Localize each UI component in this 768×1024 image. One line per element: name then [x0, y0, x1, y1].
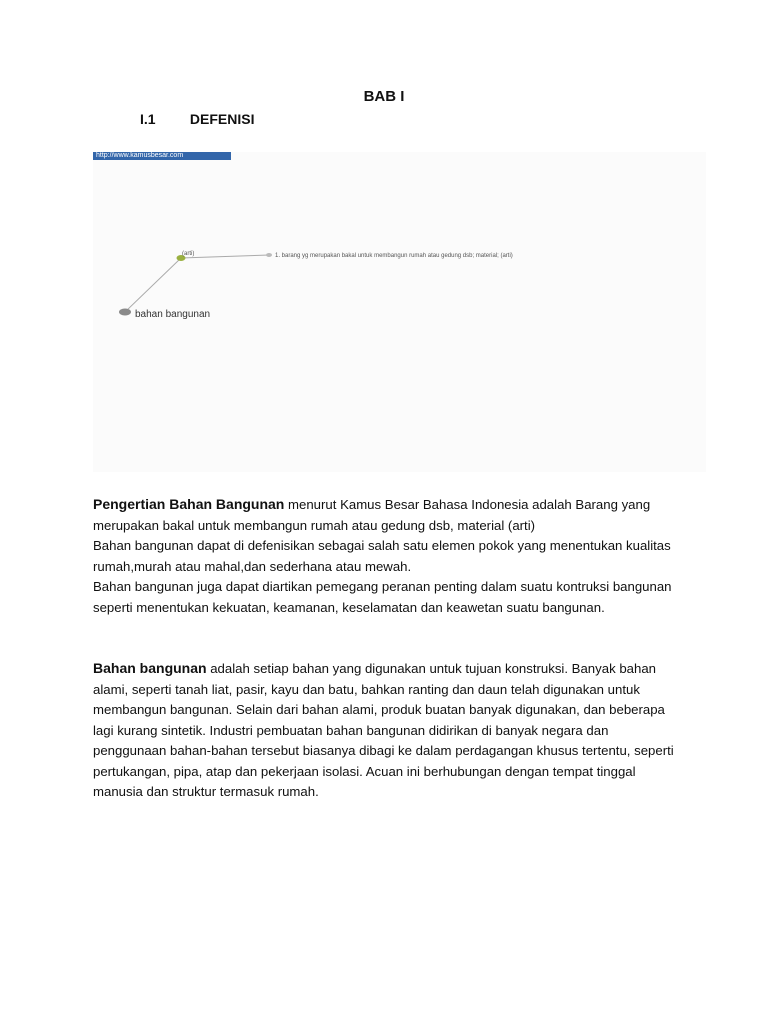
- word-graph: [93, 152, 706, 472]
- term-bahan-bangunan: Bahan bangunan: [93, 660, 207, 676]
- paragraph-4: Bahan bangunan adalah setiap bahan yang digunakan untuk tujuan konstruksi. Banyak bahan alami, seperti tanah liat, pasir, kayu dan batu, bahkan ranting dan daun telah digunakan untuk membangun bangunan. Selain dari bahan alami, produk buatan banyak digunakan, dan beberapa lagi kurang sintetik. Industri pembuatan bahan bangunan didirikan di banyak negara dan penggunaan bahan-bahan tersebut biasanya dibagi ke dalam perdagangan khusus tertentu, seperti pertukangan, pipa, atap dan pekerjaan isolasi. Acuan ini berhubungan dengan tempat tinggal manusia dan struktur termasuk rumah.: [93, 660, 674, 799]
- definition-block: [93, 494, 683, 618]
- chapter-title: BAB I: [363, 88, 405, 105]
- root-label: bahan bangunan: [135, 309, 211, 320]
- branch-label: (arti): [182, 251, 195, 257]
- paragraph-1: Pengertian Bahan Bangunan menurut Kamus Besar Bahasa Indonesia adalah Barang yang merupakan bakal untuk membangun rumah atau gedung dsb, material (arti): [93, 496, 651, 533]
- source-url[interactable]: http://www.kamusbesar.com: [93, 152, 231, 160]
- leaf-node: [266, 253, 272, 257]
- term-pengertian: Pengertian Bahan Bangunan: [93, 496, 285, 512]
- leaf-label: 1. barang yg merupakan bakal untuk membangun rumah atau gedung dsb; material; (arti): [275, 253, 513, 259]
- explanation-block: [93, 658, 683, 803]
- section-number: I.1: [140, 111, 156, 127]
- dictionary-graph-figure: [93, 152, 706, 472]
- section-title: DEFENISI: [189, 111, 255, 127]
- paragraph-3: Bahan bangunan juga dapat diartikan pemegang peranan penting dalam suatu kontruksi bangunan seperti menentukan kekuatan, keamanan, keselamatan dan keawetan suatu bangunan.: [93, 579, 672, 615]
- root-node: [119, 309, 131, 316]
- paragraph-2: Bahan bangunan dapat di defenisikan sebagai salah satu elemen pokok yang menentukan kualitas rumah,murah atau mahal,dan sederhana atau mewah.: [93, 538, 671, 574]
- section-heading: [140, 111, 254, 127]
- edge-root-branch: [125, 258, 181, 312]
